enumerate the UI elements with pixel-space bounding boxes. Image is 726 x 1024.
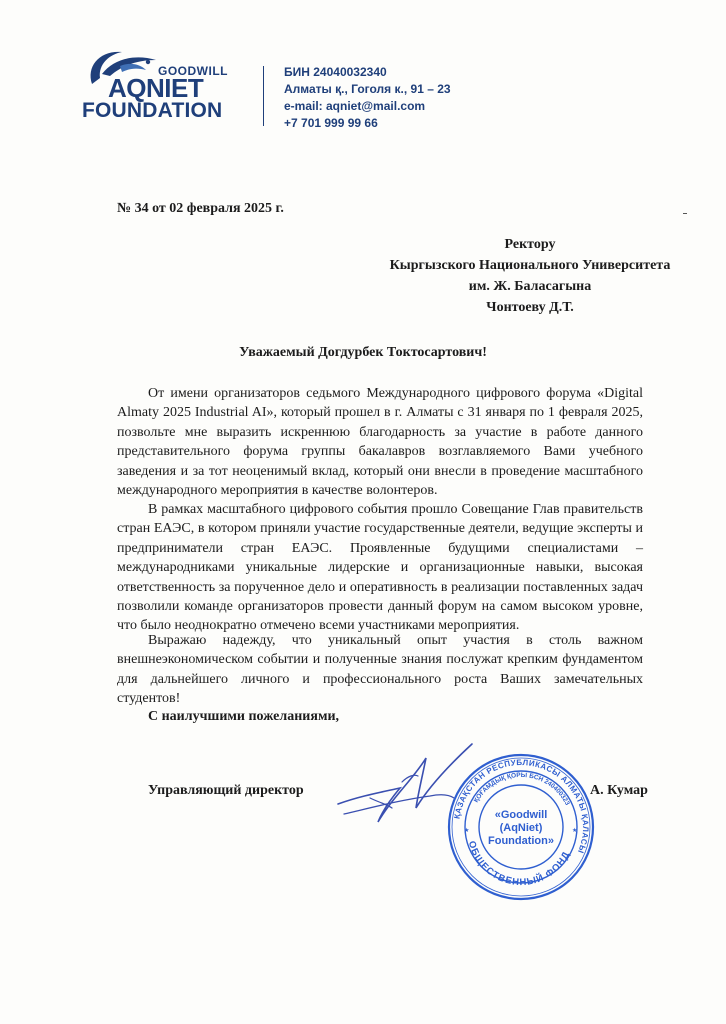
stamp-star-left: ★ <box>464 828 470 834</box>
stamp-center-line1: «Goodwill <box>494 809 548 821</box>
logo-text-goodwill: GOODWILL <box>158 64 228 78</box>
stamp-bottom-text: ОБЩЕСТВЕННЫЙ ФОНД <box>465 839 573 889</box>
addressee-person: Чонтоеву Д.Т. <box>486 300 574 315</box>
logo-text-foundation: FOUNDATION <box>82 99 223 122</box>
stamp-outer-text: ҚАЗАҚСТАН РЕСПУБЛИКАСЫ АЛМАТЫ ҚАЛАСЫ <box>452 757 591 855</box>
official-stamp <box>446 752 596 902</box>
addressee-title: Ректору <box>504 237 556 252</box>
addressee-university: Кыргызского Национального Университета <box>389 258 671 273</box>
bin-number: БИН 24040032340 <box>284 65 387 79</box>
closing-phrase: С наилучшими пожеланиями, <box>148 709 340 724</box>
signatory-role: Управляющий директор <box>148 783 304 798</box>
stray-mark <box>683 213 687 214</box>
letter-number: № 34 от 02 февраля 2025 г. <box>117 201 284 216</box>
phone: +7 701 999 99 66 <box>284 116 378 130</box>
foundation-logo <box>80 44 250 128</box>
stamp-star-right: ★ <box>572 828 578 834</box>
email: e-mail: aqniet@mail.com <box>284 99 426 113</box>
stamp-inner-text: ҚОҒАМДЫҚ ҚОРЫ БСН 240400323 <box>472 771 571 807</box>
svg-text:ОБЩЕСТВЕННЫЙ ФОНД <box>466 840 573 888</box>
logo-text-aqniet: AQNIET <box>108 73 204 103</box>
addressee-block <box>360 234 700 318</box>
stamp-center-line3: Foundation» <box>488 835 554 847</box>
paragraph-1: От имени организаторов седьмого Международного цифрового форума «Digital Almaty 2025 Industrial AI», который прошел в г. Алматы с 31 января по 1 февраля 2025, позвольте мне выразить искреннюю благодарность за участие в работе данного представительного форума группы бакалавров возглавляемого Вами учебного заведения и за тот неоценимый вклад, который они внесли в проведение масштабного международного мероприятия в качестве волонтеров. <box>117 386 643 499</box>
contact-block <box>284 64 451 132</box>
signatory-name: А. Кумар <box>590 783 648 798</box>
paragraph-2: В рамках масштабного цифрового события прошло Совещание Глав правительств стран ЕАЭС, в котором приняли участие государственные деятели, ведущие эксперты и предприниматели стран ЕАЭС. Проявленные будущими специалистами – международниками уникальные лидерские и организационные навыки, высокая ответственность за порученное дело и оперативность в реализации поставленных задач позволили команде организаторов провести данный форум на самом высоком уровне, что было неоднократно отмечено всеми участниками мероприятия. <box>117 502 643 634</box>
paragraph-3: Выражаю надежду, что уникальный опыт участия в столь важном внешнеэкономическом событии и полученные знания послужат крепким фундаментом для дальнейшего личного и профессионального роста Ваших замечательных студентов! <box>117 633 643 707</box>
header-divider <box>263 66 264 126</box>
addressee-university-name: им. Ж. Баласагына <box>468 279 592 294</box>
address: Алматы қ., Гоголя к., 91 – 23 <box>284 82 451 96</box>
greeting: Уважаемый Догдурбек Токтосартович! <box>239 345 487 360</box>
stamp-center-line2: (AqNiet) <box>499 822 543 834</box>
